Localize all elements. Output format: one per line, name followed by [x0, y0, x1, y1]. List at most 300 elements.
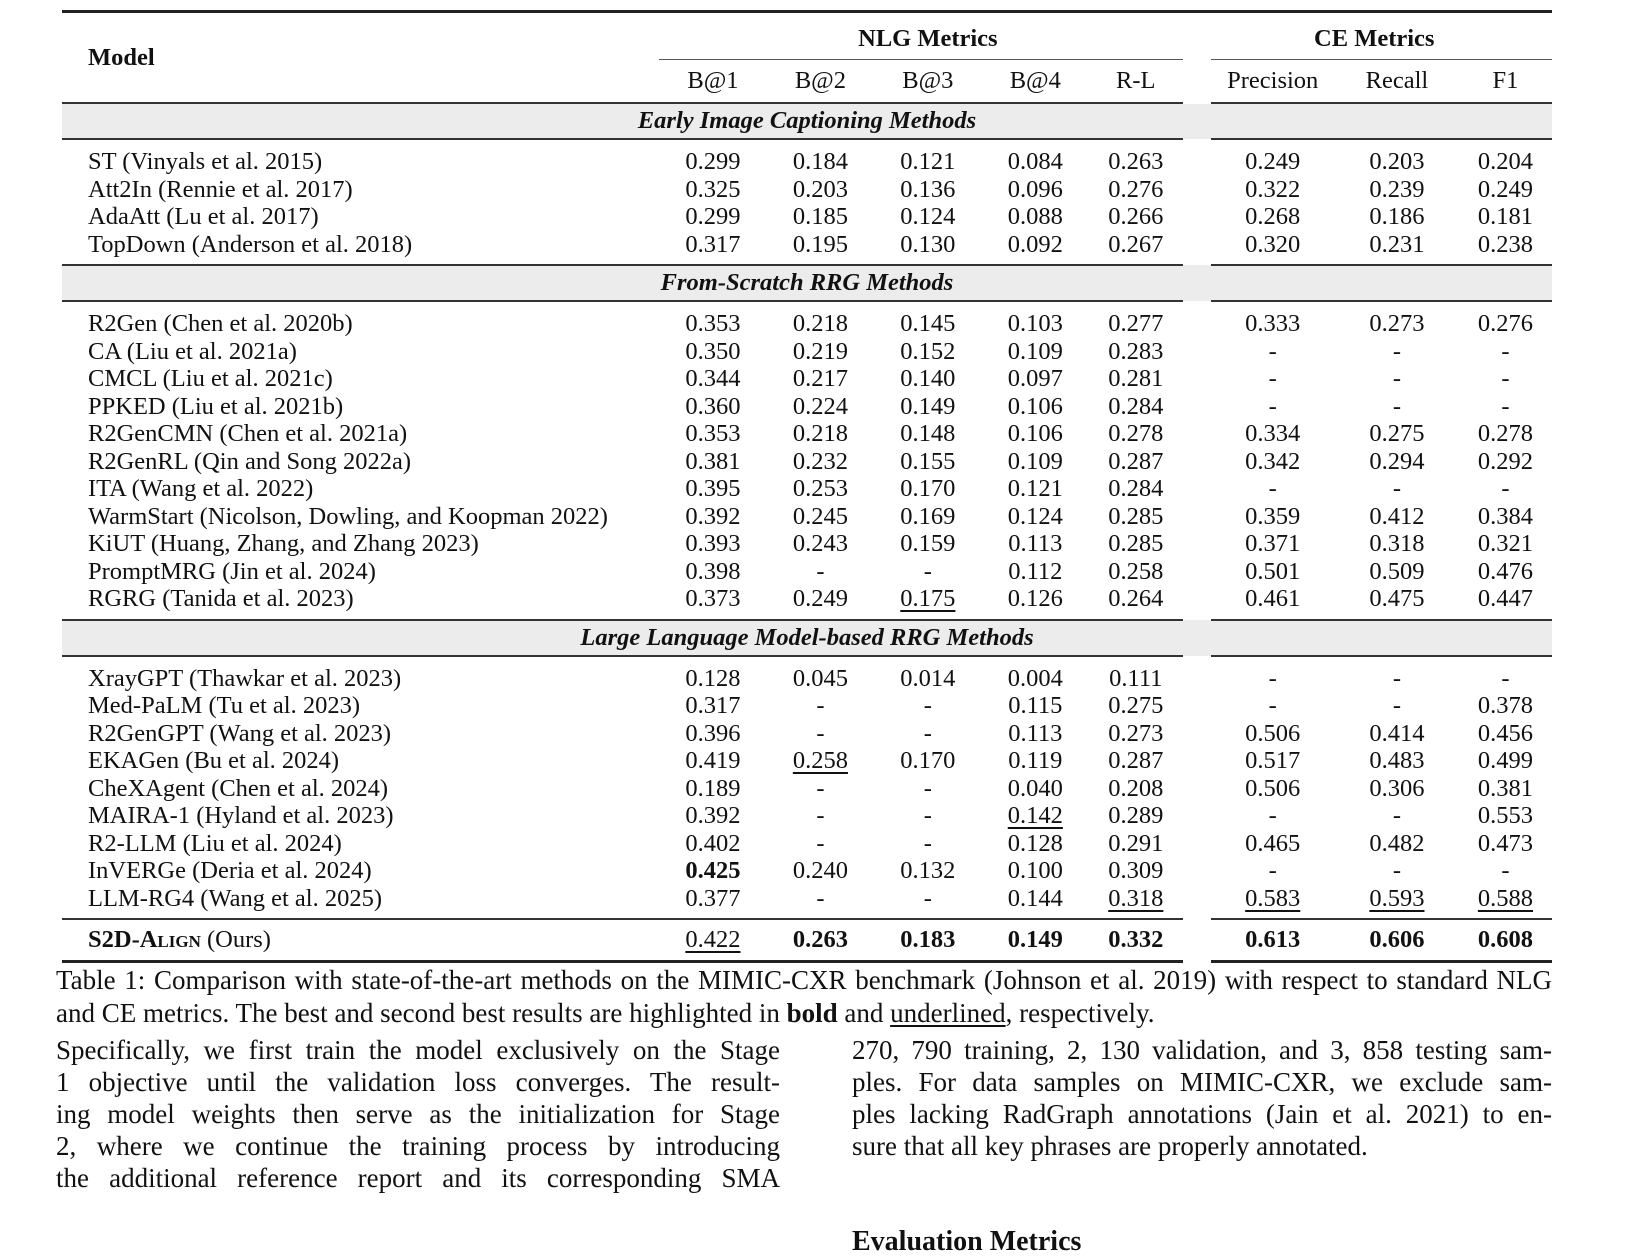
metric-value-b3: 0.175 [900, 585, 956, 613]
metric-cell [659, 393, 766, 421]
metric-value-b2: - [816, 884, 825, 912]
metric-value-b1: 0.395 [685, 475, 741, 503]
metric-cell [1459, 720, 1552, 748]
section-title: From-Scratch RRG Methods [62, 265, 1552, 301]
metric-cell [1459, 656, 1552, 693]
section-heading-evaluation-metrics: Evaluation Metrics [852, 1226, 1082, 1257]
metric-value-b1: 0.317 [685, 230, 741, 258]
metric-cell [1197, 857, 1335, 885]
metric-value-f1: 0.588 [1477, 884, 1534, 912]
metric-value-precision: - [1268, 475, 1277, 503]
metric-value-recall: 0.509 [1369, 557, 1425, 585]
metric-value-recall: - [1392, 392, 1402, 420]
col-header-b4: B@4 [982, 60, 1089, 104]
metric-value-b2: 0.263 [792, 926, 848, 953]
metric-value-rl: 0.291 [1108, 829, 1164, 857]
metric-cell [1089, 919, 1196, 962]
metric-cell [767, 692, 874, 720]
metric-cell [982, 203, 1089, 231]
metric-cell [874, 176, 981, 204]
caption-text-and: and [837, 998, 891, 1028]
metric-value-b3: 0.130 [900, 230, 956, 258]
model-name-cell: PPKED (Liu et al. 2021b) [88, 392, 344, 420]
metric-cell [767, 393, 874, 421]
metric-value-b4: 0.119 [1008, 747, 1063, 775]
metric-cell [659, 692, 766, 720]
metric-cell [1335, 420, 1459, 448]
metric-value-precision: 0.613 [1245, 926, 1301, 953]
metric-cell [1459, 503, 1552, 531]
metric-value-precision: - [1268, 337, 1277, 365]
metric-cell [982, 775, 1089, 803]
metric-value-b2: 0.217 [792, 365, 848, 393]
section-header-row [62, 620, 1552, 656]
metric-cell [874, 475, 981, 503]
table-caption [56, 964, 1552, 1030]
metric-cell [767, 301, 874, 338]
metric-cell [1089, 338, 1196, 366]
metric-value-b4: 0.144 [1007, 884, 1063, 912]
metric-cell [767, 475, 874, 503]
nlg-metrics-header: NLG Metrics [858, 25, 998, 52]
metric-value-b2: - [816, 692, 825, 720]
metric-cell [767, 365, 874, 393]
metric-value-b1: 0.381 [685, 447, 741, 475]
metric-cell [659, 365, 766, 393]
metric-value-rl: 0.332 [1108, 926, 1164, 953]
metric-cell [982, 585, 1089, 620]
metric-cell [982, 176, 1089, 204]
metric-value-b2: - [816, 802, 825, 830]
metric-value-precision: 0.359 [1245, 502, 1301, 530]
metric-cell [659, 857, 766, 885]
metric-value-precision: 0.249 [1245, 148, 1301, 176]
metric-value-b4: 0.040 [1007, 774, 1063, 802]
metric-cell [659, 558, 766, 586]
metric-value-f1: - [1501, 337, 1510, 365]
metric-cell [1089, 775, 1196, 803]
col-header-b1: B@1 [659, 60, 766, 104]
model-name-cell: WarmStart (Nicolson, Dowling, and Koopman 2022) [88, 502, 608, 530]
metric-cell [1459, 530, 1552, 558]
metric-cell [659, 530, 766, 558]
metric-value-b4: 0.126 [1007, 585, 1063, 613]
metric-value-b1: 0.317 [685, 692, 741, 720]
paragraph-line: 270, 790 training, 2, 130 validation, and 3, 858 testing sam- [852, 1035, 1552, 1065]
metric-value-b4: 0.142 [1007, 802, 1063, 830]
metric-value-rl: 0.277 [1108, 310, 1164, 338]
metric-value-b2: 0.243 [792, 530, 848, 558]
metric-cell [1335, 203, 1459, 231]
metric-cell [659, 475, 766, 503]
metric-cell [874, 802, 981, 830]
metric-value-b2: 0.195 [792, 230, 848, 258]
metric-value-precision: 0.333 [1245, 310, 1301, 338]
metric-value-b1: 0.353 [685, 310, 741, 338]
metric-cell [874, 503, 981, 531]
metric-value-b3: 0.183 [900, 926, 956, 953]
metric-value-b2: 0.184 [792, 148, 848, 176]
metric-value-f1: 0.456 [1477, 719, 1534, 747]
col-header-b3: B@3 [874, 60, 981, 104]
table-row [62, 775, 1552, 803]
metric-value-b2: - [816, 557, 825, 585]
metric-value-b1: 0.422 [685, 926, 741, 953]
metric-value-b3: 0.014 [900, 664, 956, 692]
metric-cell [1197, 139, 1335, 176]
metric-value-b3: 0.170 [900, 475, 956, 503]
metric-cell [1459, 802, 1552, 830]
metric-value-f1: 0.181 [1477, 203, 1534, 231]
metric-value-rl: 0.309 [1108, 857, 1164, 885]
table-row [62, 448, 1552, 476]
metric-cell [1197, 338, 1335, 366]
metric-cell [1335, 231, 1459, 266]
metric-value-rl: 0.281 [1108, 365, 1164, 393]
metric-cell [767, 176, 874, 204]
metric-value-recall: - [1392, 802, 1402, 830]
metric-cell [1335, 448, 1459, 476]
paragraph-line: 1 objective until the validation loss converges. The result- [56, 1067, 780, 1097]
metric-cell [982, 139, 1089, 176]
metric-cell [1459, 176, 1552, 204]
metric-cell [1089, 475, 1196, 503]
metric-cell [767, 720, 874, 748]
metric-value-b1: 0.425 [685, 857, 741, 885]
metric-cell [767, 857, 874, 885]
metric-cell [1335, 176, 1459, 204]
metric-cell [1089, 558, 1196, 586]
metric-value-b2: - [816, 719, 825, 747]
metric-value-b3: 0.136 [900, 175, 956, 203]
metric-cell [874, 585, 981, 620]
metric-cell [874, 830, 981, 858]
col-header-rl: R-L [1089, 60, 1196, 104]
metric-cell [982, 420, 1089, 448]
metric-value-f1: 0.384 [1477, 502, 1534, 530]
metric-value-recall: 0.273 [1369, 310, 1425, 338]
metric-value-rl: 0.264 [1108, 585, 1164, 613]
metric-value-recall: 0.239 [1369, 175, 1425, 203]
metric-cell [874, 857, 981, 885]
ours-suffix: (Ours) [207, 926, 271, 953]
metric-value-precision: 0.342 [1245, 447, 1301, 475]
section-title: Large Language Model-based RRG Methods [62, 620, 1552, 656]
metric-cell [767, 420, 874, 448]
metric-value-precision: 0.268 [1245, 203, 1301, 231]
metric-cell [1197, 585, 1335, 620]
metric-value-recall: 0.412 [1369, 502, 1425, 530]
model-name-cell: Att2In (Rennie et al. 2017) [88, 175, 353, 203]
metric-value-precision: 0.371 [1245, 530, 1301, 558]
model-name-cell: KiUT (Huang, Zhang, and Zhang 2023) [88, 530, 479, 558]
metric-value-f1: 0.276 [1477, 310, 1534, 338]
metric-value-b3: 0.159 [900, 530, 956, 558]
metric-cell [1197, 830, 1335, 858]
metric-cell [659, 176, 766, 204]
metric-value-b2: 0.203 [792, 175, 848, 203]
metric-value-b2: 0.219 [792, 337, 848, 365]
table-row [62, 747, 1552, 775]
caption-underline-word: underlined [890, 998, 1006, 1028]
metric-cell [1089, 139, 1196, 176]
metric-value-precision: 0.583 [1245, 884, 1301, 912]
metric-cell [1197, 775, 1335, 803]
metric-value-b4: 0.097 [1007, 365, 1063, 393]
metric-cell [1197, 203, 1335, 231]
ours-model-name: S2D-Align [88, 926, 201, 953]
metric-cell [1197, 448, 1335, 476]
section-title: Early Image Captioning Methods [62, 103, 1552, 139]
metric-cell [659, 656, 766, 693]
metric-cell [874, 448, 981, 476]
metric-value-b1: 0.344 [685, 365, 741, 393]
metric-cell [982, 475, 1089, 503]
metric-cell [982, 301, 1089, 338]
metric-value-b1: 0.392 [685, 802, 741, 830]
metric-cell [1197, 558, 1335, 586]
metric-cell [874, 558, 981, 586]
metric-value-b3: 0.155 [900, 447, 956, 475]
metric-cell [874, 338, 981, 366]
metric-cell [1335, 656, 1459, 693]
metric-cell [1197, 656, 1335, 693]
metric-value-b4: 0.096 [1007, 175, 1063, 203]
metric-value-b2: 0.253 [792, 475, 848, 503]
metric-cell [1459, 775, 1552, 803]
metric-value-b2: - [816, 774, 825, 802]
metric-value-recall: 0.275 [1369, 420, 1425, 448]
metric-value-f1: 0.476 [1477, 557, 1534, 585]
caption-bold-word: bold [786, 998, 838, 1028]
metric-cell [1459, 420, 1552, 448]
metric-cell [982, 365, 1089, 393]
metric-value-precision: 0.517 [1245, 747, 1301, 775]
metric-cell [659, 720, 766, 748]
metric-value-recall: 0.306 [1369, 774, 1425, 802]
metric-value-f1: 0.473 [1477, 829, 1534, 857]
metric-value-b1: 0.360 [685, 392, 741, 420]
metric-value-b3: 0.132 [900, 857, 956, 885]
metric-cell [1335, 802, 1459, 830]
metric-value-b1: 0.419 [685, 747, 741, 775]
metric-value-rl: 0.258 [1108, 557, 1164, 585]
metric-cell [767, 919, 874, 962]
metric-cell [982, 830, 1089, 858]
metric-value-b4: 0.004 [1007, 664, 1063, 692]
metric-cell [1335, 720, 1459, 748]
metric-cell [767, 530, 874, 558]
metric-value-b4: 0.112 [1008, 557, 1063, 585]
metric-cell [874, 420, 981, 448]
metric-cell [659, 448, 766, 476]
metric-value-f1: 0.447 [1477, 585, 1534, 613]
metric-cell [1459, 475, 1552, 503]
metric-value-b2: 0.245 [792, 502, 848, 530]
metric-value-f1: - [1501, 392, 1510, 420]
paragraph-line: ples. For data samples on MIMIC-CXR, we exclude sam- [852, 1067, 1552, 1097]
model-name-cell: ITA (Wang et al. 2022) [88, 475, 314, 503]
model-name-cell: Med-PaLM (Tu et al. 2023) [88, 692, 360, 720]
metric-value-precision: 0.461 [1245, 585, 1301, 613]
metric-cell [1335, 475, 1459, 503]
metric-cell [1335, 747, 1459, 775]
paragraph-line: 2, where we continue the training process by introducing [56, 1131, 780, 1161]
metric-cell [767, 885, 874, 920]
metric-cell [767, 139, 874, 176]
metric-cell [1459, 919, 1552, 962]
metric-cell [982, 448, 1089, 476]
metric-cell [767, 830, 874, 858]
metric-cell [1459, 338, 1552, 366]
metric-value-b4: 0.128 [1007, 829, 1063, 857]
metric-cell [1335, 503, 1459, 531]
metric-cell [659, 503, 766, 531]
metric-value-b4: 0.149 [1007, 926, 1063, 953]
metric-cell [767, 448, 874, 476]
metric-cell [982, 692, 1089, 720]
metric-value-f1: 0.378 [1477, 692, 1534, 720]
metric-value-b3: 0.140 [900, 365, 956, 393]
metric-value-b3: 0.169 [900, 502, 956, 530]
table-row [62, 692, 1552, 720]
table-row [62, 231, 1552, 266]
metric-cell [1459, 203, 1552, 231]
metric-cell [767, 231, 874, 266]
metric-value-f1: 0.238 [1477, 230, 1534, 258]
metric-value-precision: 0.322 [1245, 175, 1301, 203]
col-header-precision: Precision [1197, 60, 1335, 104]
metric-cell [1459, 747, 1552, 775]
metric-value-f1: - [1501, 365, 1510, 393]
metric-cell [1197, 231, 1335, 266]
metric-cell [1459, 885, 1552, 920]
model-name-cell: XrayGPT (Thawkar et al. 2023) [88, 664, 402, 692]
metric-value-b4: 0.092 [1007, 230, 1063, 258]
model-name-cell: InVERGe (Deria et al. 2024) [88, 857, 372, 885]
table-row [62, 830, 1552, 858]
paragraph-line: the additional reference report and its corresponding SMA [56, 1163, 780, 1193]
section-header-row [62, 103, 1552, 139]
metric-cell [874, 203, 981, 231]
model-name-cell: RGRG (Tanida et al. 2023) [88, 585, 354, 613]
header-group-row [62, 13, 1552, 60]
metric-cell [659, 139, 766, 176]
table-row [62, 393, 1552, 421]
metric-value-recall: - [1392, 664, 1402, 692]
metric-cell [982, 857, 1089, 885]
metric-cell [767, 775, 874, 803]
metric-value-recall: - [1392, 475, 1402, 503]
metric-cell [982, 885, 1089, 920]
metric-cell [1335, 530, 1459, 558]
metric-value-b2: 0.240 [792, 857, 848, 885]
table-row [62, 301, 1552, 338]
metric-value-f1: 0.204 [1477, 148, 1534, 176]
metric-cell [1459, 692, 1552, 720]
model-name-cell: LLM-RG4 (Wang et al. 2025) [88, 884, 382, 912]
table-row [62, 503, 1552, 531]
metric-value-b2: 0.218 [792, 420, 848, 448]
metric-value-recall: 0.482 [1369, 829, 1425, 857]
metric-value-b4: 0.106 [1007, 392, 1063, 420]
metric-cell [1089, 448, 1196, 476]
metric-cell [1335, 585, 1459, 620]
model-column-header: Model [88, 43, 155, 71]
metric-value-b4: 0.106 [1007, 420, 1063, 448]
metric-cell [1335, 558, 1459, 586]
metric-value-rl: 0.278 [1108, 420, 1164, 448]
metric-value-b3: - [923, 884, 932, 912]
metric-value-rl: 0.285 [1108, 530, 1164, 558]
metric-cell [1459, 558, 1552, 586]
caption-text-end: , respectively. [1005, 998, 1155, 1028]
metric-value-f1: 0.381 [1477, 774, 1534, 802]
col-header-f1: F1 [1459, 60, 1552, 104]
metric-value-b4: 0.100 [1007, 857, 1063, 885]
metric-cell [1197, 530, 1335, 558]
metric-cell [1197, 720, 1335, 748]
metric-value-precision: - [1268, 664, 1277, 692]
model-name-cell: ST (Vinyals et al. 2015) [88, 148, 323, 176]
metric-value-recall: 0.606 [1369, 926, 1425, 953]
paragraph-line: Specifically, we first train the model exclusively on the Stage [56, 1035, 780, 1065]
metric-cell [659, 338, 766, 366]
metric-cell [1335, 393, 1459, 421]
metric-cell [1197, 802, 1335, 830]
table-row [62, 203, 1552, 231]
metric-value-b3: 0.124 [900, 203, 956, 231]
metric-value-b2: 0.218 [792, 310, 848, 338]
metric-cell [659, 301, 766, 338]
metric-cell [1335, 139, 1459, 176]
metric-cell [659, 585, 766, 620]
metric-value-b4: 0.103 [1007, 310, 1063, 338]
table-row [62, 585, 1552, 620]
metric-value-recall: 0.593 [1369, 884, 1425, 912]
col-header-b2: B@2 [767, 60, 874, 104]
metric-value-b4: 0.109 [1007, 447, 1063, 475]
metric-cell [1335, 830, 1459, 858]
metric-value-b3: 0.152 [900, 337, 956, 365]
metric-cell [1459, 139, 1552, 176]
metric-cell [1335, 857, 1459, 885]
metric-cell [1089, 885, 1196, 920]
paragraph-line: ples lacking RadGraph annotations (Jain et al. 2021) to en- [852, 1099, 1552, 1129]
metric-cell [982, 720, 1089, 748]
metric-value-b3: 0.170 [900, 747, 956, 775]
metric-cell [1197, 393, 1335, 421]
metric-cell [1335, 885, 1459, 920]
metric-value-precision: - [1268, 802, 1277, 830]
metric-cell [874, 231, 981, 266]
metric-cell [874, 692, 981, 720]
right-column-paragraph [852, 1034, 1552, 1162]
metric-value-b2: 0.045 [792, 664, 848, 692]
table-row [62, 176, 1552, 204]
metric-value-b2: 0.249 [792, 585, 848, 613]
metric-cell [1197, 503, 1335, 531]
metric-cell [874, 301, 981, 338]
metric-value-b1: 0.299 [685, 148, 741, 176]
metric-value-b4: 0.109 [1007, 337, 1063, 365]
metric-value-recall: 0.414 [1369, 719, 1425, 747]
metric-cell [874, 919, 981, 962]
metric-value-rl: 0.273 [1108, 719, 1164, 747]
metric-value-b2: 0.232 [792, 447, 848, 475]
metric-value-f1: - [1501, 475, 1510, 503]
metric-value-recall: 0.318 [1369, 530, 1425, 558]
